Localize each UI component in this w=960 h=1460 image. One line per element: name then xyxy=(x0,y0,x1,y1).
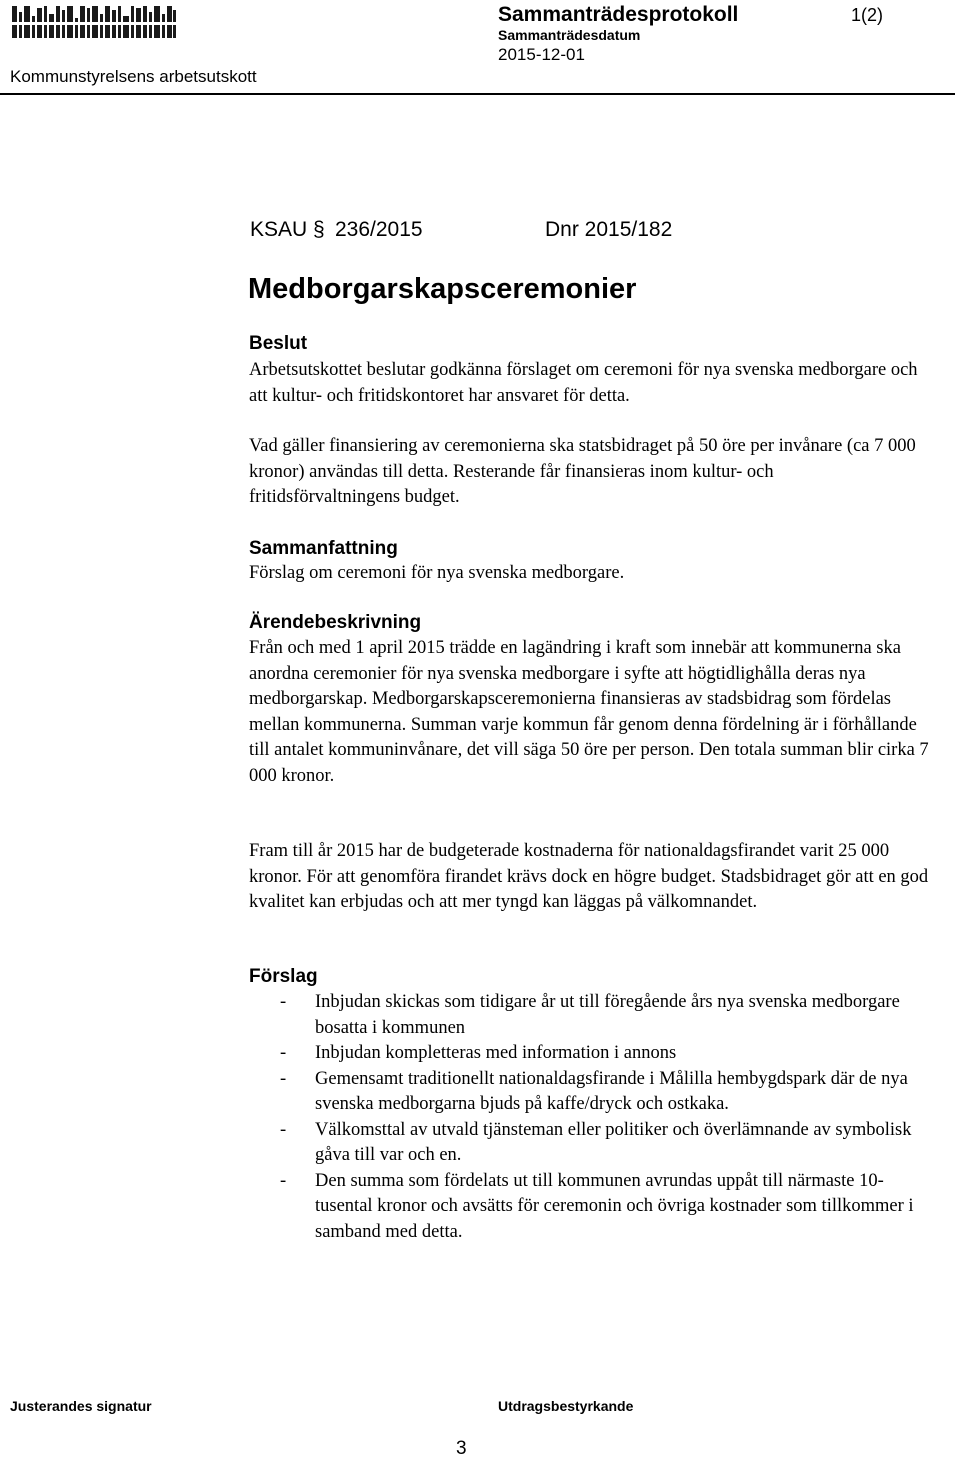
list-item: - Välkomsttal av utvald tjänsteman eller politiker och överlämnande av symbolisk gåva till var och en. xyxy=(280,1119,912,1165)
signature-label: Justerandes signatur xyxy=(10,1398,152,1414)
bullet-dash: - xyxy=(280,1119,287,1140)
arendebeskrivning-heading: Ärendebeskrivning xyxy=(249,612,422,633)
bullet-dash: - xyxy=(280,1068,287,1089)
page-title: Medborgarskapsceremonier xyxy=(248,273,637,305)
beslut-heading: Beslut xyxy=(249,333,308,354)
bullet-dash: - xyxy=(280,1170,287,1191)
bullet-dash: - xyxy=(280,992,287,1012)
meeting-date-value: 2015-12-01 xyxy=(498,45,585,64)
sammanfattning-text: Förslag om ceremoni för nya svenska medborgare. xyxy=(249,563,625,583)
sammanfattning-heading: Sammanfattning xyxy=(249,538,398,559)
certification-label: Utdragsbestyrkande xyxy=(498,1398,634,1414)
section-sign: § xyxy=(313,218,325,241)
arendebeskrivning-paragraph-2: Fram till år 2015 har de budgeterade kostnaderna för nationaldagsfirandet varit 25 000 kronor. För att genomföra firandet krävs dock en högre budget. Stadsbidraget gör att en god kvalitet kan erbjudas och att mer tyngd kan läggas på välkomnandet. xyxy=(249,841,929,912)
document-title: Sammanträdesprotokoll xyxy=(498,3,739,26)
diary-number: Dnr 2015/182 xyxy=(545,218,673,241)
forslag-list xyxy=(280,990,920,1245)
arendebeskrivning-paragraph-1: Från och med 1 april 2015 trädde en lagändring i kraft som innebär att kommunerna ska anordna ceremonier för nya svenska medborgare i syfte att högtidlighålla deras nya medborgarskap. Medborgarskapsceremonierna finansieras av stadsbidrag som fördelas mellan kommunerna. Summan varje kommun får genom denna fördelning är i förhållande till antalet kommuninvånare, det vill säga 50 öre per person. Den totala summan blir cirka 7 000 kronor. xyxy=(249,638,929,786)
case-number: 236/2015 xyxy=(335,218,423,241)
forslag-heading: Förslag xyxy=(249,966,318,987)
case-label: KSAU xyxy=(250,218,308,241)
header-divider xyxy=(0,93,955,95)
page-number: 3 xyxy=(456,1438,467,1459)
page-count: 1(2) xyxy=(851,5,884,25)
bullet-dash: - xyxy=(280,1043,287,1063)
list-item: - Gemensamt traditionellt nationaldagsfirande i Målilla hembygdspark där de nya svenska medborgarna bjuds på kaffe/dryck och ostkaka. xyxy=(280,1068,908,1114)
list-item: - Inbjudan kompletteras med information i annons xyxy=(280,1041,920,1067)
list-item: - Inbjudan skickas som tidigare år ut till föregående års nya svenska medborgare bosatta i kommunen xyxy=(280,992,900,1038)
beslut-paragraph-1: Arbetsutskottet beslutar godkänna förslaget om ceremoni för nya svenska medborgare och att kultur- och fritidskontoret har ansvaret för detta. xyxy=(249,360,918,406)
beslut-paragraph-2: Vad gäller finansiering av ceremonierna ska statsbidraget på 50 öre per invånare (ca 7 000 kronor) användas till detta. Resterande får finansieras inom kultur- och fritidsförvaltningens budget. xyxy=(249,436,916,507)
list-item: - Den summa som fördelats ut till kommunen avrundas uppåt till närmaste 10-tusental kronor och avsätts för ceremonin och övriga kostnader som tillkommer i samband med detta. xyxy=(280,1170,914,1242)
municipality-logo xyxy=(10,2,178,42)
meeting-date-label: Sammanträdesdatum xyxy=(498,27,641,43)
committee-name: Kommunstyrelsens arbetsutskott xyxy=(10,67,257,86)
